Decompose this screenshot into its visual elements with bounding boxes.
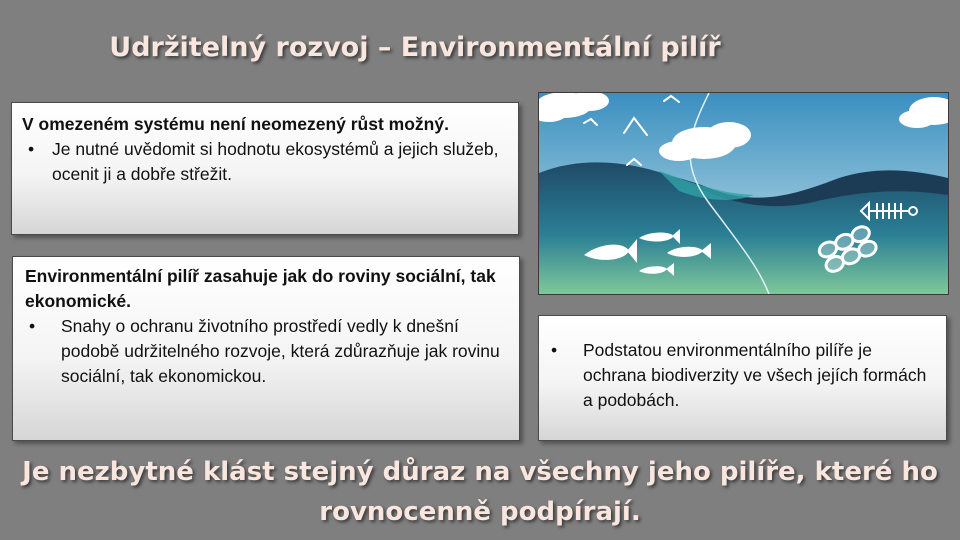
bullet-text: Snahy o ochranu životního prostředí vedly k dnešní podobě udržitelného rozvoje, která zdůrazňuje jak rovinu sociální, tak ekonomickou. bbox=[61, 316, 500, 386]
slide-title: Udržitelný rozvoj – Environmentální pilíř bbox=[109, 32, 721, 63]
textbox-environmental-pillar bbox=[12, 256, 520, 441]
textbox-growth-limit bbox=[11, 102, 519, 235]
conclusion-line: rovnocenně podpírají. bbox=[319, 497, 641, 527]
conclusion-text bbox=[0, 452, 960, 532]
bullet-item bbox=[549, 338, 934, 413]
bullet-marker: • bbox=[28, 139, 35, 159]
textbox-heading: Environmentální pilíř zasahuje jak do roviny sociální, tak ekonomické. bbox=[25, 266, 496, 311]
bullet-text: Podstatou environmentálního pilíře je ochrana biodiverzity ve všech jejích formách a podobách. bbox=[583, 340, 927, 410]
textbox-heading: V omezeném systému není neomezený růst možný. bbox=[22, 114, 449, 134]
bullet-marker: • bbox=[29, 316, 36, 336]
bullet-item bbox=[22, 137, 508, 187]
bullet-item bbox=[25, 314, 509, 389]
textbox-biodiversity bbox=[538, 315, 947, 441]
conclusion-line: Je nezbytné klást stejný důraz na všechny jeho pilíře, které ho bbox=[22, 457, 938, 487]
bullet-text: Je nutné uvědomit si hodnotu ekosystémů a jejich služeb, ocenit ji a dobře střežit. bbox=[52, 139, 499, 184]
ecosystem-illustration bbox=[538, 92, 949, 295]
bullet-marker: • bbox=[551, 340, 558, 360]
